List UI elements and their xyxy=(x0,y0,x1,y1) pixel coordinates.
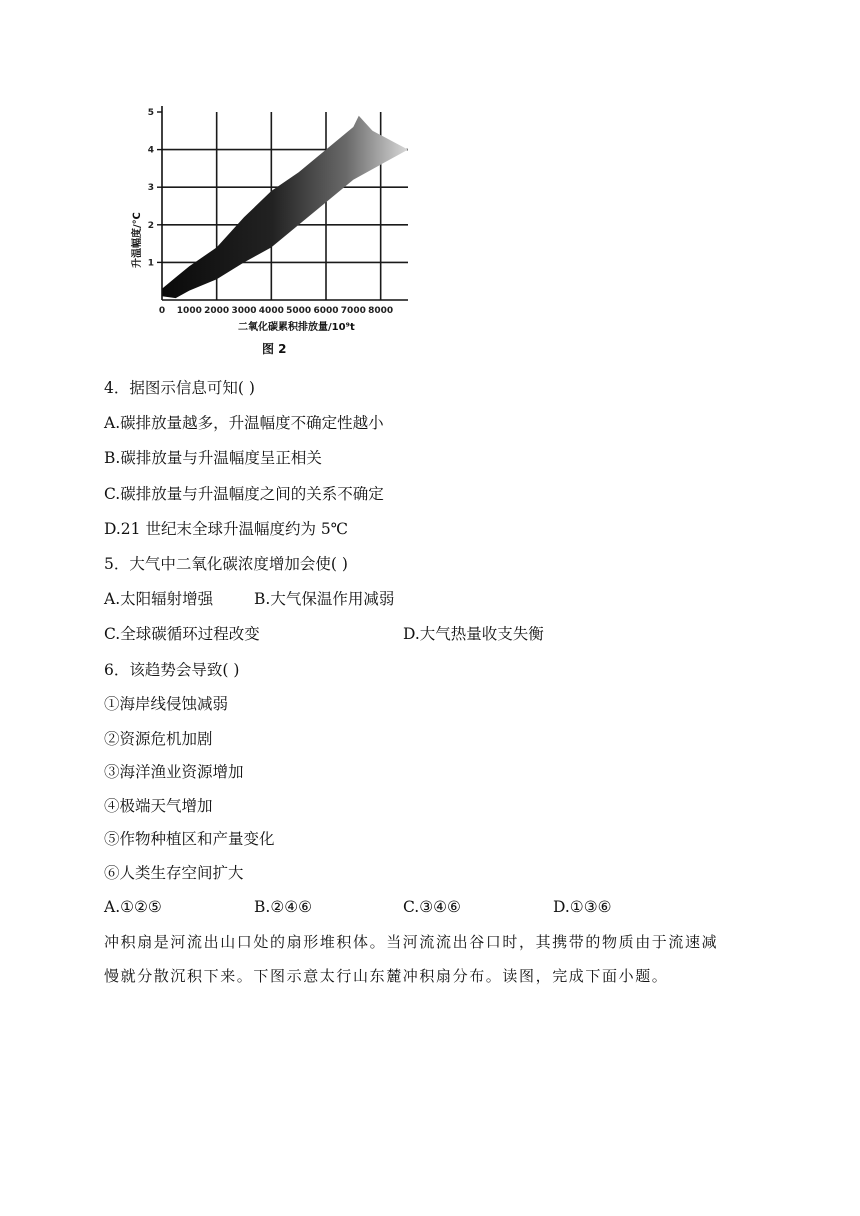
q6-item: ⑤作物种植区和产量变化 xyxy=(104,830,275,848)
y-tick-label: 4 xyxy=(147,145,154,156)
y-tick-label: 1 xyxy=(147,258,154,269)
q6-option-d[interactable]: D.①③⑥ xyxy=(553,898,612,916)
q4-option-c[interactable]: C.碳排放量与升温幅度之间的关系不确定 xyxy=(104,485,384,503)
y-axis-label: 升温幅度/℃ xyxy=(132,212,143,268)
passage-line: 冲积扇是河流出山口处的扇形堆积体。当河流流出谷口时，其携带的物质由于流速减 xyxy=(104,933,719,951)
q4-stem: 4．据图示信息可知( ) xyxy=(104,379,255,397)
x-tick-label: 8000 xyxy=(368,306,394,316)
x-tick-label: 5000 xyxy=(286,306,312,316)
x-tick-label: 0 xyxy=(158,306,166,316)
q6-option-c[interactable]: C.③④⑥ xyxy=(403,898,461,916)
passage-line: 慢就分散沉积下来。下图示意太行山东麓冲积扇分布。读图，完成下面小题。 xyxy=(104,967,669,985)
y-tick-label: 3 xyxy=(147,183,154,194)
warming-uncertainty-band xyxy=(162,116,408,298)
q6-stem: 6．该趋势会导致( ) xyxy=(104,661,240,679)
x-tick-label: 6000 xyxy=(313,306,339,316)
q5-option-a[interactable]: A.太阳辐射增强 xyxy=(104,590,214,608)
q6-item: ①海岸线侵蚀减弱 xyxy=(104,695,229,713)
q5-option-b[interactable]: B.大气保温作用减弱 xyxy=(254,590,395,608)
q4-option-d[interactable]: D.21 世纪末全球升温幅度约为 5℃ xyxy=(104,520,349,538)
x-tick-label: 2000 xyxy=(204,306,230,316)
y-tick-label: 2 xyxy=(147,220,154,231)
q5-stem: 5．大气中二氧化碳浓度增加会使( ) xyxy=(104,555,348,573)
warming-chart xyxy=(130,98,430,338)
q6-option-a[interactable]: A.①②⑤ xyxy=(104,898,162,916)
warming-chart-figure xyxy=(130,98,430,363)
x-axis-label: 二氧化碳累积排放量/10⁹t xyxy=(238,322,355,333)
q6-option-b[interactable]: B.②④⑥ xyxy=(254,898,313,916)
q6-item: ③海洋渔业资源增加 xyxy=(104,763,244,781)
x-tick-label: 1000 xyxy=(176,306,202,316)
q6-item: ④极端天气增加 xyxy=(104,797,213,815)
x-tick-label: 7000 xyxy=(340,306,366,316)
y-tick-label: 5 xyxy=(147,108,154,118)
q6-item: ②资源危机加剧 xyxy=(104,730,213,748)
x-tick-label: 4000 xyxy=(258,306,284,316)
q6-item: ⑥人类生存空间扩大 xyxy=(104,864,244,882)
q4-option-a[interactable]: A.碳排放量越多，升温幅度不确定性越小 xyxy=(104,414,384,432)
x-tick-label: 3000 xyxy=(231,306,257,316)
q5-option-c[interactable]: C.全球碳循环过程改变 xyxy=(104,625,260,643)
figure-caption: 图 2 xyxy=(262,342,287,356)
q4-option-b[interactable]: B.碳排放量与升温幅度呈正相关 xyxy=(104,449,322,467)
q5-option-d[interactable]: D.大气热量收支失衡 xyxy=(403,625,544,643)
